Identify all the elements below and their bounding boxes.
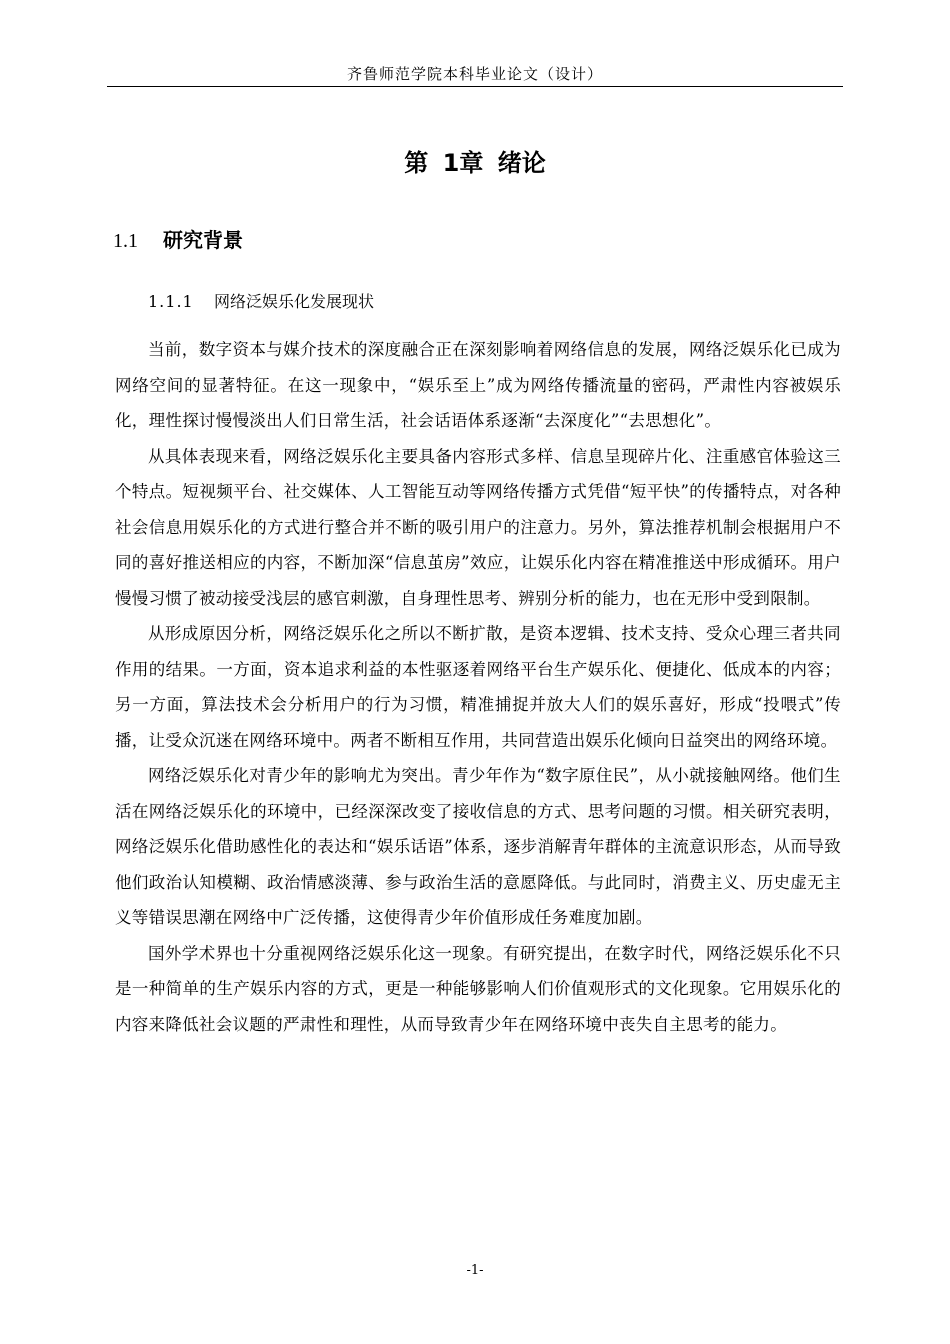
chapter-title: 第 1章 绪论 [404,149,546,177]
body-text [115,332,841,1042]
subsection-title: 网络泛娱乐化发展现状 [214,292,375,311]
section-title: 研究背景 [163,228,243,252]
header-rule [107,86,843,87]
running-header: 齐鲁师范学院本科毕业论文（设计） [346,65,603,83]
subsection-number: 1.1.1 [148,292,194,311]
section-heading [113,226,243,255]
paragraph: 网络泛娱乐化对青少年的影响尤为突出。青少年作为“数字原住民”，从小就接触网络。他们生活在网络泛娱乐化的环境中，已经深深改变了接收信息的方式、思考问题的习惯。相关研究表明，网络泛娱乐化借助感性化的表达和“娱乐话语”体系，逐步消解青年群体的主流意识形态，从而导致他们政治认知模糊、政治情感淡薄、参与政治生活的意愿降低。与此同时，消费主义、历史虚无主义等错误思潮在网络中广泛传播，这使得青少年价值形成任务难度加剧。 [115,766,841,927]
subsection-heading [148,290,374,314]
paragraph: 从形成原因分析，网络泛娱乐化之所以不断扩散，是资本逻辑、技术支持、受众心理三者共同作用的结果。一方面，资本追求利益的本性驱逐着网络平台生产娱乐化、便捷化、低成本的内容；另一方面，算法技术会分析用户的行为习惯，精准捕捉并放大人们的娱乐喜好，形成“投喂式”传播，让受众沉迷在网络环境中。两者不断相互作用，共同营造出娱乐化倾向日益突出的网络环境。 [115,624,841,750]
paragraph: 从具体表现来看，网络泛娱乐化主要具备内容形式多样、信息呈现碎片化、注重感官体验这三个特点。短视频平台、社交媒体、人工智能互动等网络传播方式凭借“短平快”的传播特点，对各种社会信息用娱乐化的方式进行整合并不断的吸引用户的注意力。另外，算法推荐机制会根据用户不同的喜好推送相应的内容，不断加深“信息茧房”效应，让娱乐化内容在精准推送中形成循环。用户慢慢习惯了被动接受浅层的感官刺激，自身理性思考、辨别分析的能力，也在无形中受到限制。 [115,446,841,608]
page-number: -1- [466,1263,484,1278]
section-number: 1.1 [113,230,138,252]
paragraph: 当前，数字资本与媒介技术的深度融合正在深刻影响着网络信息的发展，网络泛娱乐化已成为网络空间的显著特征。在这一现象中，“娱乐至上”成为网络传播流量的密码，严肃性内容被娱乐化，理性探讨慢慢淡出人们日常生活，社会话语体系逐渐“去深度化”“去思想化”。 [115,340,841,430]
paragraph: 国外学术界也十分重视网络泛娱乐化这一现象。有研究提出，在数字时代，网络泛娱乐化不只是一种简单的生产娱乐内容的方式，更是一种能够影响人们价值观形式的文化现象。它用娱乐化的内容来降低社会议题的严肃性和理性，从而导致青少年在网络环境中丧失自主思考的能力。 [115,943,841,1034]
